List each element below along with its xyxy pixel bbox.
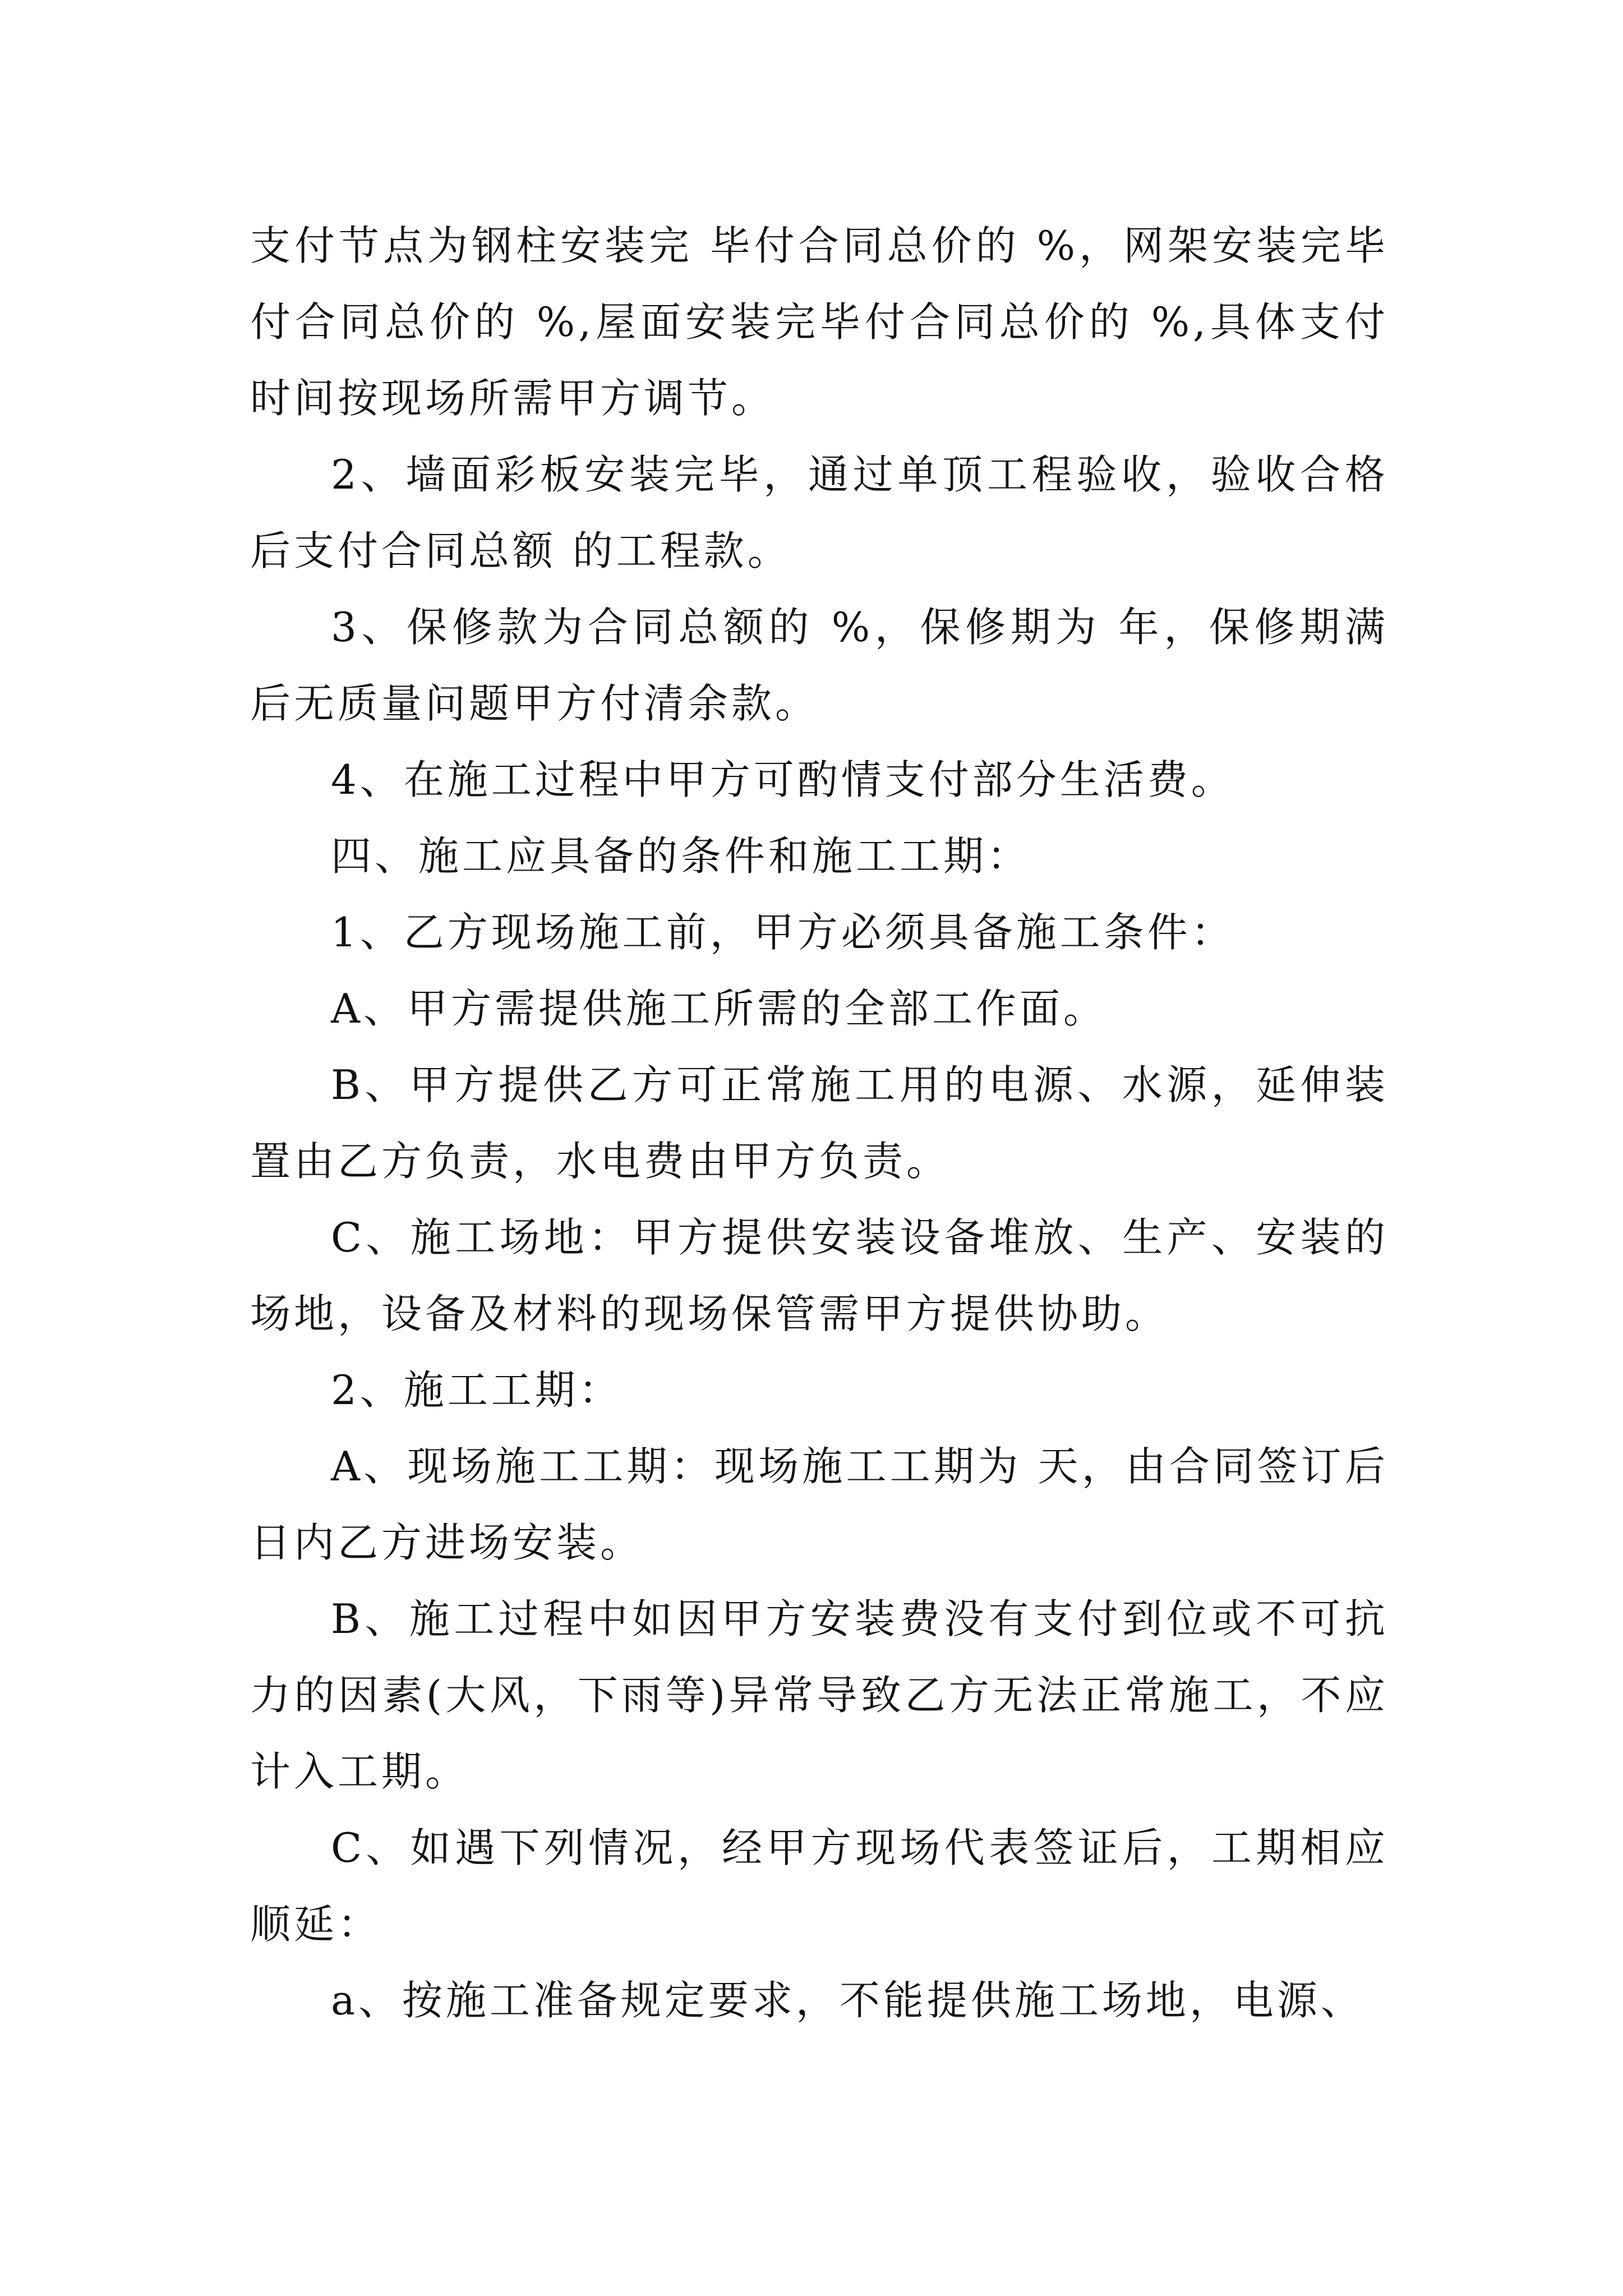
paragraph-item-c-extension: C、如遇下列情况，经甲方现场代表签证后，工期相应顺延： xyxy=(250,1824,1389,1948)
paragraph-item-2-wall-panels: 2、墙面彩板安装完毕，通过单顶工程验收，验收合格后支付合同总额 的工程款。 xyxy=(250,451,1389,574)
paragraph-item-a-duration: A、现场施工工期：现场施工工期为 天，由合同签订后 日内乙方进场安装。 xyxy=(250,1443,1389,1566)
paragraph-item-4-living-expenses: 4、在施工过程中甲方可酌情支付部分生活费。 xyxy=(331,756,1235,803)
paragraph-item-c-site: C、施工场地：甲方提供安装设备堆放、生产、安装的场地，设备及材料的现场保管需甲方提供协助。 xyxy=(250,1214,1389,1337)
document-body xyxy=(250,208,1389,2039)
paragraph-item-b-power-water: B、甲方提供乙方可正常施工用的电源、水源，延伸装置由乙方负责，水电费由甲方负责。 xyxy=(250,1061,1389,1185)
paragraph-item-a-preparation: a、按施工准备规定要求，不能提供施工场地，电源、 xyxy=(331,1977,1364,2024)
paragraph-item-b-delays: B、施工过程中如因甲方安装费没有支付到位或不可抗力的因素(大风，下雨等)异常导致乙方无法正常施工，不应计入工期。 xyxy=(250,1595,1389,1795)
paragraph-item-3-warranty: 3、保修款为合同总额的 %，保修期为 年，保修期满后无质量问题甲方付清余款。 xyxy=(250,604,1389,727)
paragraph-item-1-conditions: 1、乙方现场施工前，甲方必须具备施工条件： xyxy=(331,909,1235,956)
paragraph-item-a-work-surface: A、甲方需提供施工所需的全部工作面。 xyxy=(331,985,1107,1032)
paragraph-payment-nodes: 支付节点为钢柱安装完 毕付合同总价的 %，网架安装完毕付合同总价的 %,屋面安装完毕付合同总价的 %,具体支付时间按现场所需甲方调节。 xyxy=(250,222,1389,422)
paragraph-item-2-schedule: 2、施工工期： xyxy=(331,1366,623,1414)
section-heading-4: 四、施工应具备的条件和施工工期： xyxy=(331,832,1031,880)
